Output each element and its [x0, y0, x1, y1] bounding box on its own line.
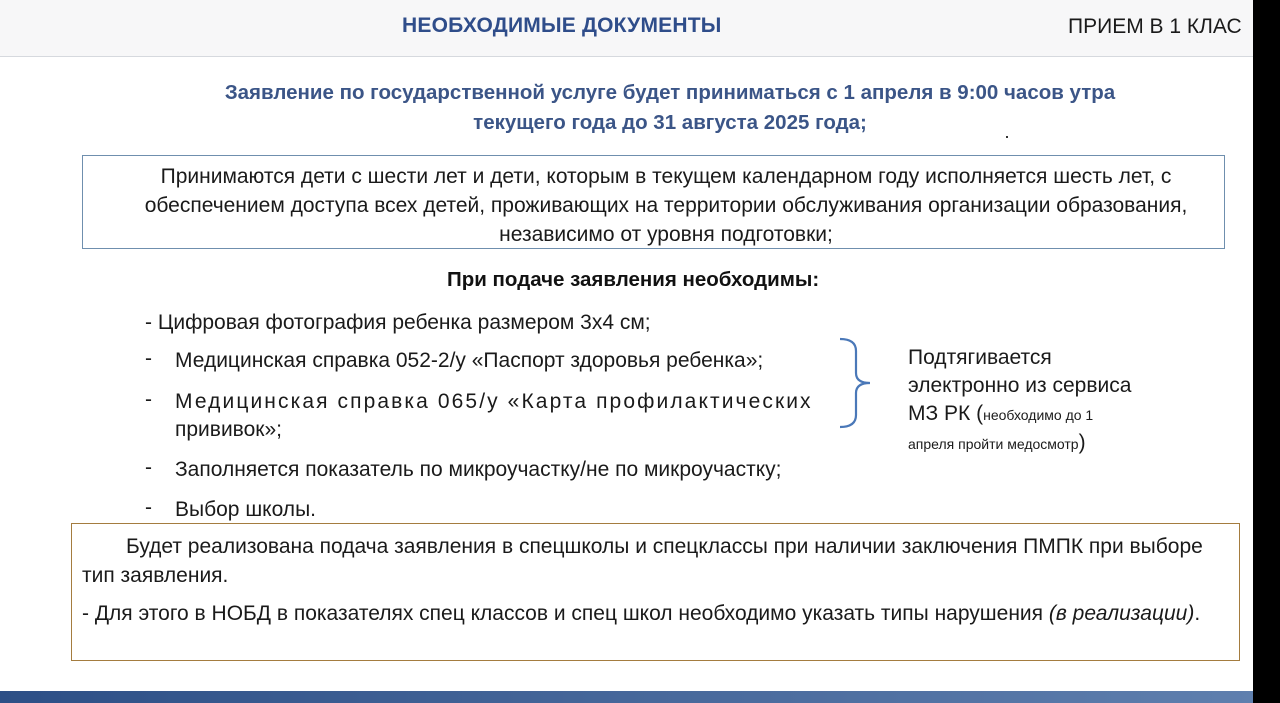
intro-line-2: текущего года до 31 августа 2025 года;	[473, 111, 867, 134]
list-dash: -	[145, 496, 152, 519]
in-progress-note: (в реализации)	[1048, 602, 1195, 625]
intro-line-1: Заявление по государственной услуге будет приниматься с 1 апреля в 9:00 часов утра	[224, 81, 1116, 104]
note-small-text-2: апреля пройти медосмотр	[908, 436, 1079, 452]
note-line-4: апреля пройти медосмотр)	[908, 431, 1086, 454]
list-dash: -	[145, 388, 152, 411]
requirements-heading: При подаче заявления необходимы:	[447, 268, 820, 291]
slide-title: НЕОБХОДИМЫЕ ДОКУМЕНТЫ	[402, 14, 722, 37]
screen-edge	[1253, 0, 1280, 703]
curly-brace-icon	[836, 337, 876, 429]
footer-bar	[0, 691, 1253, 703]
note-small-text-1: необходимо до 1	[983, 407, 1094, 423]
note-line-3: МЗ РК (необходимо до 1	[908, 402, 1094, 425]
list-dash: -	[145, 311, 158, 334]
note-line-2: электронно из сервиса	[908, 374, 1132, 397]
special-schools-box	[71, 523, 1240, 661]
list-dash: -	[145, 456, 152, 479]
nobd-instruction: - Для этого в НОБД в показателях спец классов и спец школ необходимо указать типы нарушения (в реализации).	[82, 602, 1201, 625]
list-item-text: Выбор школы.	[175, 498, 316, 521]
eligibility-box	[82, 155, 1225, 249]
eligibility-text: Принимаются дети с шести лет и дети, которым в текущем календарном году исполняется шесть лет, с обеспечением доступа всех детей, проживающих на территории обслуживания организации образования, независимо от уровня подготовки;	[144, 165, 1188, 246]
special-schools-text: Будет реализована подача заявления в спецшколы и спецклассы при наличии заключения ПМПК при выборе тип заявления.	[82, 535, 1203, 587]
list-item-text: Заполняется показатель по микроучастку/не по микроучастку;	[175, 458, 782, 481]
electronic-note	[908, 344, 1208, 458]
list-item-text: Медицинская справка 052-2/у «Паспорт здоровья ребенка»;	[175, 349, 764, 372]
list-item-text: Медицинская справка 065/у «Карта профилактических	[175, 390, 813, 413]
section-title: ПРИЕМ В 1 КЛАС	[1068, 15, 1242, 38]
note-line-1: Подтягивается	[908, 346, 1052, 369]
list-item	[145, 309, 651, 337]
list-dash: -	[145, 347, 152, 370]
list-item-text-continued: прививок»;	[175, 418, 282, 441]
list-item-text: Цифровая фотография ребенка размером 3х4 см;	[157, 311, 651, 334]
slide-header	[0, 0, 1253, 57]
stray-dot	[1006, 136, 1008, 138]
